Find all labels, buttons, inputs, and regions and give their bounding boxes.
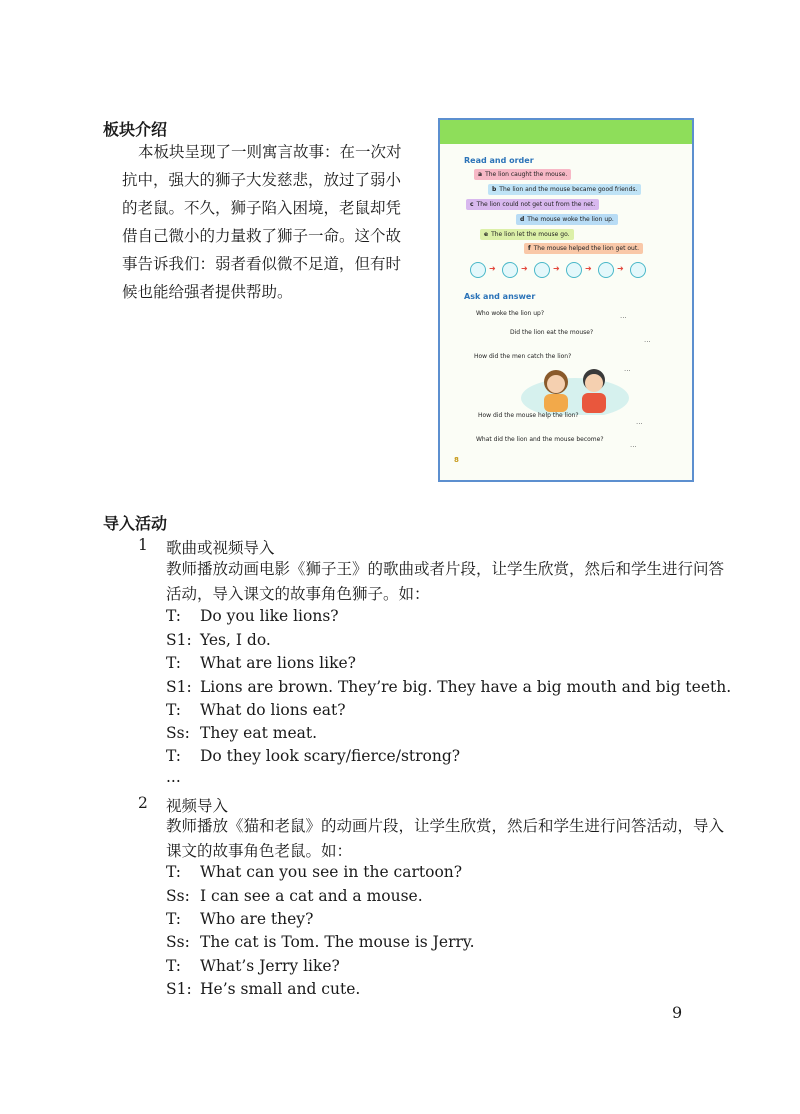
- answer-dots: ...: [636, 418, 643, 426]
- read-and-order-title: Read and order: [464, 156, 534, 165]
- question: What did the lion and the mouse become?: [476, 436, 604, 443]
- story-strip-d: [516, 214, 618, 225]
- answer-dots: ...: [620, 312, 627, 320]
- answer-dots: ...: [624, 365, 631, 373]
- speaker: T:: [166, 863, 182, 881]
- strip-text: The lion could not get out from the net.: [476, 201, 596, 208]
- dialogue-line: [166, 933, 475, 951]
- speaker: S1:: [166, 980, 192, 998]
- speaker: Ss:: [166, 887, 190, 905]
- mouse-icon: [534, 262, 550, 278]
- intro-line: 借自己微小的力量救了狮子一命。这个故: [122, 227, 402, 245]
- strip-letter: a: [478, 171, 483, 178]
- mouse-icon: [470, 262, 486, 278]
- dialogue-line: [166, 863, 462, 881]
- story-strip-e: [480, 229, 574, 240]
- strip-letter: c: [470, 201, 474, 208]
- dialogue-ellipsis: ...: [166, 768, 181, 786]
- textbook-page-number: 8: [454, 456, 459, 464]
- textbook-page-image: [438, 118, 694, 482]
- order-sequence-row: [470, 260, 650, 280]
- exercise-description: [166, 557, 724, 607]
- mouse-icon: [566, 262, 582, 278]
- speaker: T:: [166, 910, 182, 928]
- strip-text: The lion caught the mouse.: [485, 171, 568, 178]
- utterance: Lions are brown. They’re big. They have a big mouth and big teeth.: [200, 678, 732, 696]
- dialogue-line: [166, 957, 340, 975]
- utterance: What’s Jerry like?: [200, 957, 340, 975]
- speaker: S1:: [166, 678, 192, 696]
- utterance: I can see a cat and a mouse.: [200, 887, 423, 905]
- utterance: The cat is Tom. The mouse is Jerry.: [200, 933, 475, 951]
- answer-dots: ...: [630, 441, 637, 449]
- arrow-right-icon: ➜: [617, 264, 624, 273]
- dialogue-line: [166, 747, 460, 765]
- dialogue-line: [166, 887, 423, 905]
- speaker: T:: [166, 607, 182, 625]
- exercise-description: [166, 814, 724, 864]
- speaker: S1:: [166, 631, 192, 649]
- dialogue-line: [166, 631, 271, 649]
- utterance: What are lions like?: [200, 654, 356, 672]
- exercise-title: 歌曲或视频导入: [166, 539, 275, 557]
- utterance: They eat meat.: [200, 724, 318, 742]
- mouse-icon: [598, 262, 614, 278]
- intro-line: 本板块呈现了一则寓言故事：在一次对: [138, 143, 402, 161]
- exercise-number: 2: [138, 794, 148, 812]
- utterance: Do you like lions?: [200, 607, 339, 625]
- utterance: What do lions eat?: [200, 701, 346, 719]
- utterance: Who are they?: [200, 910, 314, 928]
- strip-text: The mouse woke the lion up.: [527, 216, 614, 223]
- description-line: 活动，导入课文的故事角色狮子。如：: [166, 585, 430, 603]
- mouse-icon: [630, 262, 646, 278]
- story-strip-b: [488, 184, 641, 195]
- speaker: T:: [166, 957, 182, 975]
- page-number: 9: [672, 1003, 683, 1022]
- dialogue-line: [166, 654, 356, 672]
- question: Who woke the lion up?: [476, 310, 545, 317]
- intro-text: [122, 138, 420, 306]
- dialogue-line: [166, 724, 317, 742]
- answer-dots: ...: [644, 336, 651, 344]
- dialogue-line: [166, 910, 313, 928]
- speaker: T:: [166, 747, 182, 765]
- strip-letter: f: [528, 245, 531, 252]
- question: Did the lion eat the mouse?: [510, 329, 594, 336]
- utterance: He’s small and cute.: [200, 980, 361, 998]
- utterance: What can you see in the cartoon?: [200, 863, 463, 881]
- exercise-number: 1: [138, 536, 148, 554]
- description-line: 课文的故事角色老鼠。如：: [166, 842, 353, 860]
- dialogue-line: [166, 980, 360, 998]
- strip-text: The lion let the mouse go.: [491, 231, 570, 238]
- intro-line: 抗中，强大的狮子大发慈悲，放过了弱小: [122, 171, 402, 189]
- story-strip-f: [524, 243, 643, 254]
- textbook-header-band: [440, 120, 692, 144]
- strip-text: The mouse helped the lion get out.: [533, 245, 640, 252]
- strip-letter: d: [520, 216, 525, 223]
- speaker: T:: [166, 654, 182, 672]
- speaker: Ss:: [166, 724, 190, 742]
- dialogue-line: [166, 678, 731, 696]
- question: How did the mouse help the lion?: [478, 412, 579, 419]
- description-line: 教师播放动画电影《狮子王》的歌曲或者片段，让学生欣赏，然后和学生进行问答: [166, 560, 725, 578]
- utterance: Do they look scary/fierce/strong?: [200, 747, 461, 765]
- story-strip-c: [466, 199, 599, 210]
- utterance: Yes, I do.: [200, 631, 271, 649]
- activity-title: 导入活动: [103, 514, 168, 533]
- intro-title: 板块介绍: [103, 120, 168, 139]
- question: How did the men catch the lion?: [474, 353, 572, 360]
- dialogue-line: [166, 607, 339, 625]
- mouse-icon: [502, 262, 518, 278]
- speaker: T:: [166, 701, 182, 719]
- exercise-title: 视频导入: [166, 797, 229, 815]
- intro-line: 候也能给强者提供帮助。: [122, 283, 293, 301]
- story-strip-a: [474, 169, 571, 180]
- speaker: Ss:: [166, 933, 190, 951]
- strip-text: The lion and the mouse became good friends.: [499, 186, 638, 193]
- arrow-right-icon: ➜: [553, 264, 560, 273]
- arrow-right-icon: ➜: [521, 264, 528, 273]
- arrow-right-icon: ➜: [489, 264, 496, 273]
- children-illustration: [520, 360, 630, 415]
- strip-letter: b: [492, 186, 497, 193]
- description-line: 教师播放《猫和老鼠》的动画片段，让学生欣赏，然后和学生进行问答活动，导入: [166, 817, 725, 835]
- arrow-right-icon: ➜: [585, 264, 592, 273]
- strip-letter: e: [484, 231, 489, 238]
- intro-line: 的老鼠。不久，狮子陷入困境，老鼠却凭: [122, 199, 402, 217]
- intro-line: 事告诉我们：弱者看似微不足道，但有时: [122, 255, 402, 273]
- ask-and-answer-title: Ask and answer: [464, 292, 536, 301]
- dialogue-line: [166, 701, 346, 719]
